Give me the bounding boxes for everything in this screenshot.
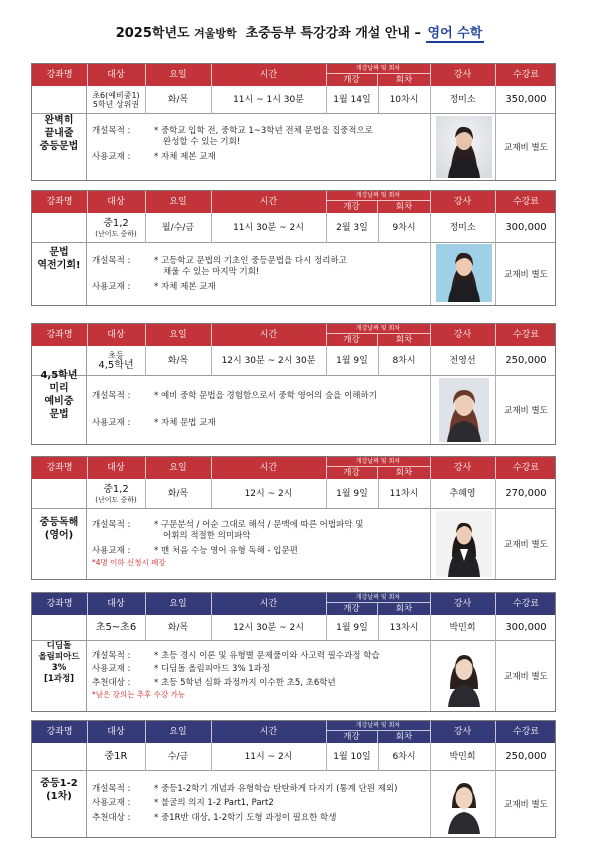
course-card bbox=[31, 592, 556, 712]
header-time: 시간 bbox=[259, 330, 278, 340]
course-sessions: 10차시 bbox=[389, 94, 419, 105]
course-card bbox=[31, 456, 556, 580]
purpose-label: 개설목적 : bbox=[92, 391, 131, 401]
purpose-text: 채울 수 있는 마지막 기회! bbox=[163, 267, 260, 278]
course-start: 1월 9일 bbox=[336, 355, 368, 366]
header-target: 대상 bbox=[107, 599, 125, 609]
material-label: 사용교재 : bbox=[92, 545, 131, 556]
course-info-row bbox=[32, 615, 555, 641]
header-days: 요일 bbox=[169, 599, 187, 609]
purpose-label: 개설목적 : bbox=[92, 651, 131, 661]
course-days: 화/목 bbox=[167, 355, 189, 366]
course-days: 수/금 bbox=[167, 751, 189, 762]
course-price: 300,000 bbox=[505, 222, 547, 234]
course-card bbox=[31, 63, 556, 181]
course-target bbox=[87, 86, 145, 114]
purpose-text: * 구문분석 / 어순 그대로 해석 / 문맥에 따른 어법파악 및 bbox=[154, 520, 364, 530]
course-time: 12시 30분 ~ 2시 bbox=[233, 622, 304, 633]
course-start: 1월 9일 bbox=[336, 488, 368, 499]
header-start: 개강 bbox=[326, 730, 378, 743]
recommend-text: * 초등 5학년 심화 과정까지 이수한 초5, 초6학년 bbox=[154, 677, 336, 688]
header-sessions: 회차 bbox=[378, 200, 430, 213]
material-label: 사용교재 : bbox=[92, 151, 131, 162]
target-line: 4,5학년 bbox=[98, 359, 134, 371]
material-text: * 자체 제본 교재 bbox=[154, 151, 216, 162]
header-name: 강좌명 bbox=[46, 70, 73, 80]
fee-note: 교재비 별도 bbox=[504, 143, 548, 153]
course-card bbox=[31, 720, 556, 838]
header-schedule bbox=[326, 191, 430, 213]
course-info-row bbox=[32, 346, 555, 376]
header-target: 대상 bbox=[107, 463, 125, 473]
course-time: 11시 30분 ~ 2시 bbox=[233, 222, 304, 233]
purpose-text: 완성할 수 있는 기회! bbox=[163, 137, 241, 148]
course-time: 11시 ~ 2시 bbox=[244, 751, 293, 762]
course-start: 1월 9일 bbox=[336, 622, 368, 633]
header-time: 시간 bbox=[259, 197, 278, 207]
target-line: 중1,2 bbox=[103, 484, 129, 496]
header-target: 대상 bbox=[107, 70, 125, 80]
header-sessions: 회차 bbox=[378, 466, 430, 479]
course-detail bbox=[92, 520, 363, 569]
purpose-text: * 고등학교 문법의 기초인 중등문법을 다시 정리하고 bbox=[154, 256, 347, 266]
material-text: * 자체 문법 교재 bbox=[154, 418, 216, 429]
header-teacher: 강사 bbox=[453, 463, 472, 473]
course-name: 중등독해 (영어) bbox=[32, 479, 87, 579]
course-days: 월/수/금 bbox=[161, 222, 195, 233]
teacher-photo bbox=[440, 774, 488, 834]
course-info-row bbox=[32, 479, 555, 509]
course-detail bbox=[92, 391, 377, 430]
course-name: 중등1-2 (1차) bbox=[32, 743, 87, 837]
course-time: 11시 ~ 1시 30분 bbox=[233, 94, 304, 105]
header-fee: 수강료 bbox=[512, 70, 540, 80]
course-target: 중1R bbox=[104, 751, 128, 763]
header-start: 개강 bbox=[326, 73, 378, 86]
course-header bbox=[32, 721, 555, 743]
header-fee: 수강료 bbox=[512, 197, 540, 207]
course-name: 디딤돌 올림피아드 3% [1과정] bbox=[32, 615, 87, 711]
header-start: 개강 bbox=[326, 200, 378, 213]
purpose-label: 개설목적 : bbox=[92, 126, 131, 136]
course-target bbox=[87, 213, 145, 243]
header-schedule-label: 개강날짜 및 회차 bbox=[355, 458, 401, 465]
course-start: 2월 3일 bbox=[336, 222, 368, 233]
course-time: 12시 30분 ~ 2시 30분 bbox=[221, 355, 316, 366]
fee-note: 교재비 별도 bbox=[504, 540, 548, 550]
header-schedule bbox=[326, 457, 430, 479]
course-info-row bbox=[32, 213, 555, 243]
header-sessions: 회차 bbox=[378, 730, 430, 743]
header-name: 강좌명 bbox=[46, 330, 73, 340]
course-detail bbox=[92, 126, 373, 163]
course-days: 화/목 bbox=[167, 622, 189, 633]
fee-note: 교재비 별도 bbox=[504, 270, 548, 280]
header-fee: 수강료 bbox=[512, 330, 540, 340]
course-note: *남은 강의는 추후 수강 가능 bbox=[92, 690, 185, 700]
header-teacher: 강사 bbox=[453, 599, 472, 609]
purpose-label: 개설목적 : bbox=[92, 256, 131, 266]
course-days: 화/목 bbox=[167, 488, 189, 499]
header-name: 강좌명 bbox=[46, 197, 73, 207]
course-detail bbox=[92, 256, 347, 293]
title-main: 초중등부 특강강좌 개설 안내 bbox=[245, 26, 410, 41]
header-fee: 수강료 bbox=[512, 727, 540, 737]
header-schedule-label: 개강날짜 및 회차 bbox=[355, 594, 401, 601]
target-line: 5학년 상위권 bbox=[92, 100, 140, 109]
target-line: (난이도 중하) bbox=[95, 229, 137, 238]
fee-note: 교재비 별도 bbox=[504, 406, 548, 416]
course-teacher: 정미소 bbox=[449, 222, 476, 233]
teacher-photo bbox=[440, 645, 488, 707]
course-price: 250,000 bbox=[505, 355, 547, 367]
recommend-text: * 중1R반 대상, 1-2학기 도형 과정이 필요한 학생 bbox=[154, 812, 337, 823]
course-teacher: 정미소 bbox=[449, 94, 476, 105]
course-target bbox=[87, 346, 145, 376]
title-season: 겨울방학 bbox=[194, 27, 237, 40]
header-fee: 수강료 bbox=[512, 599, 540, 609]
material-label: 사용교재 : bbox=[92, 281, 131, 292]
recommend-label: 추천대상 : bbox=[92, 812, 131, 823]
fee-note: 교재비 별도 bbox=[504, 672, 548, 682]
target-line: 초6(예비중1) bbox=[92, 90, 140, 100]
material-text: * 디딤돌 올림피아드 3% 1과정 bbox=[154, 664, 271, 675]
course-name: 완벽히 끝내줄 중등문법 bbox=[32, 86, 87, 180]
header-days: 요일 bbox=[169, 330, 187, 340]
course-target: 초5~초6 bbox=[95, 622, 137, 634]
header-target: 대상 bbox=[107, 330, 125, 340]
material-text: * 맨 처음 수능 영어 유형 독해 - 입문편 bbox=[154, 545, 298, 556]
course-name: 4,5학년 미리 예비중 문법 bbox=[32, 346, 87, 444]
purpose-text: * 중등1-2학기 개념과 유형학습 탄탄하게 다지기 (통계 단원 제외) bbox=[154, 784, 398, 794]
course-time: 12시 ~ 2시 bbox=[244, 488, 293, 499]
course-target bbox=[87, 479, 145, 509]
header-time: 시간 bbox=[259, 463, 278, 473]
title-dash: – bbox=[414, 26, 421, 41]
header-time: 시간 bbox=[259, 599, 278, 609]
teacher-photo bbox=[436, 244, 492, 302]
course-sessions: 9차시 bbox=[392, 222, 416, 233]
header-days: 요일 bbox=[169, 727, 187, 737]
header-schedule bbox=[326, 324, 430, 346]
header-schedule-label: 개강날짜 및 회차 bbox=[355, 192, 401, 199]
header-days: 요일 bbox=[169, 70, 187, 80]
material-label: 사용교재 : bbox=[92, 418, 131, 429]
course-sessions: 11차시 bbox=[389, 488, 419, 499]
course-header bbox=[32, 191, 555, 213]
title-subject: 영어 수학 bbox=[427, 26, 483, 41]
target-line: (난이도 중하) bbox=[95, 495, 137, 504]
course-header bbox=[32, 593, 555, 615]
header-start: 개강 bbox=[326, 333, 378, 346]
course-name: 문법 역전기회! bbox=[32, 213, 87, 305]
course-info-row bbox=[32, 743, 555, 771]
course-teacher: 박민희 bbox=[449, 751, 476, 762]
course-card bbox=[31, 323, 556, 445]
header-days: 요일 bbox=[169, 463, 187, 473]
header-name: 강좌명 bbox=[46, 599, 73, 609]
recommend-label: 추천대상 : bbox=[92, 677, 131, 688]
course-header bbox=[32, 457, 555, 479]
page-title bbox=[0, 22, 600, 41]
header-fee: 수강료 bbox=[512, 463, 540, 473]
fee-note: 교재비 별도 bbox=[504, 800, 548, 810]
material-label: 사용교재 : bbox=[92, 798, 131, 809]
course-info-row bbox=[32, 86, 555, 114]
header-time: 시간 bbox=[259, 727, 278, 737]
header-name: 강좌명 bbox=[46, 727, 73, 737]
header-days: 요일 bbox=[169, 197, 187, 207]
course-sessions: 13차시 bbox=[389, 622, 419, 633]
material-label: 사용교재 : bbox=[92, 664, 131, 675]
teacher-photo bbox=[436, 511, 492, 577]
header-start: 개강 bbox=[326, 466, 378, 479]
target-line: 초등 bbox=[108, 350, 124, 360]
title-year: 2025학년도 bbox=[115, 26, 190, 41]
header-schedule bbox=[326, 64, 430, 86]
header-target: 대상 bbox=[107, 197, 125, 207]
course-teacher: 추혜영 bbox=[449, 488, 476, 499]
header-sessions: 회차 bbox=[378, 333, 430, 346]
header-teacher: 강사 bbox=[453, 70, 472, 80]
course-note: *4명 이하 신청시 폐강 bbox=[92, 558, 166, 568]
course-teacher: 박민희 bbox=[449, 622, 476, 633]
target-line: 중1,2 bbox=[103, 218, 129, 230]
purpose-label: 개설목적 : bbox=[92, 520, 131, 530]
header-name: 강좌명 bbox=[46, 463, 73, 473]
course-price: 250,000 bbox=[505, 751, 547, 763]
course-price: 270,000 bbox=[505, 488, 547, 500]
course-detail bbox=[92, 784, 397, 824]
purpose-text: * 예비 중학 문법을 경험함으로서 중학 영어의 숲을 이해하기 bbox=[154, 391, 377, 401]
course-detail bbox=[92, 651, 380, 701]
header-sessions: 회차 bbox=[378, 602, 430, 615]
header-sessions: 회차 bbox=[378, 73, 430, 86]
purpose-text: * 초등 경시 이론 및 유형별 문제풀이와 사고력 필수과정 학습 bbox=[154, 651, 380, 661]
material-text: * 자체 제본 교재 bbox=[154, 281, 216, 292]
header-schedule bbox=[326, 721, 430, 743]
header-time: 시간 bbox=[259, 70, 278, 80]
course-price: 300,000 bbox=[505, 622, 547, 634]
course-days: 화/목 bbox=[167, 94, 189, 105]
header-teacher: 강사 bbox=[453, 727, 472, 737]
header-target: 대상 bbox=[107, 727, 125, 737]
course-sessions: 8차시 bbox=[392, 355, 416, 366]
teacher-photo bbox=[439, 378, 489, 442]
purpose-label: 개설목적 : bbox=[92, 784, 131, 794]
material-text: * 불굴의 의지 1-2 Part1, Part2 bbox=[154, 798, 274, 809]
course-price: 350,000 bbox=[505, 94, 547, 106]
teacher-photo bbox=[436, 116, 492, 178]
course-card bbox=[31, 190, 556, 306]
header-schedule-label: 개강날짜 및 회차 bbox=[355, 65, 401, 72]
course-sessions: 6차시 bbox=[392, 751, 416, 762]
header-start: 개강 bbox=[326, 602, 378, 615]
header-teacher: 강사 bbox=[453, 330, 472, 340]
header-teacher: 강사 bbox=[453, 197, 472, 207]
purpose-text: 어휘의 적절한 의미파악 bbox=[163, 531, 251, 542]
header-schedule-label: 개강날짜 및 회차 bbox=[355, 325, 401, 332]
course-header bbox=[32, 324, 555, 346]
course-teacher: 전영선 bbox=[449, 355, 476, 366]
course-header bbox=[32, 64, 555, 86]
header-schedule-label: 개강날짜 및 회차 bbox=[355, 722, 401, 729]
course-start: 1월 10일 bbox=[333, 751, 371, 762]
header-schedule bbox=[326, 593, 430, 615]
purpose-text: * 중학교 입학 전, 중학교 1~3학년 전체 문법을 집중적으로 bbox=[154, 126, 373, 136]
course-start: 1월 14일 bbox=[333, 94, 371, 105]
